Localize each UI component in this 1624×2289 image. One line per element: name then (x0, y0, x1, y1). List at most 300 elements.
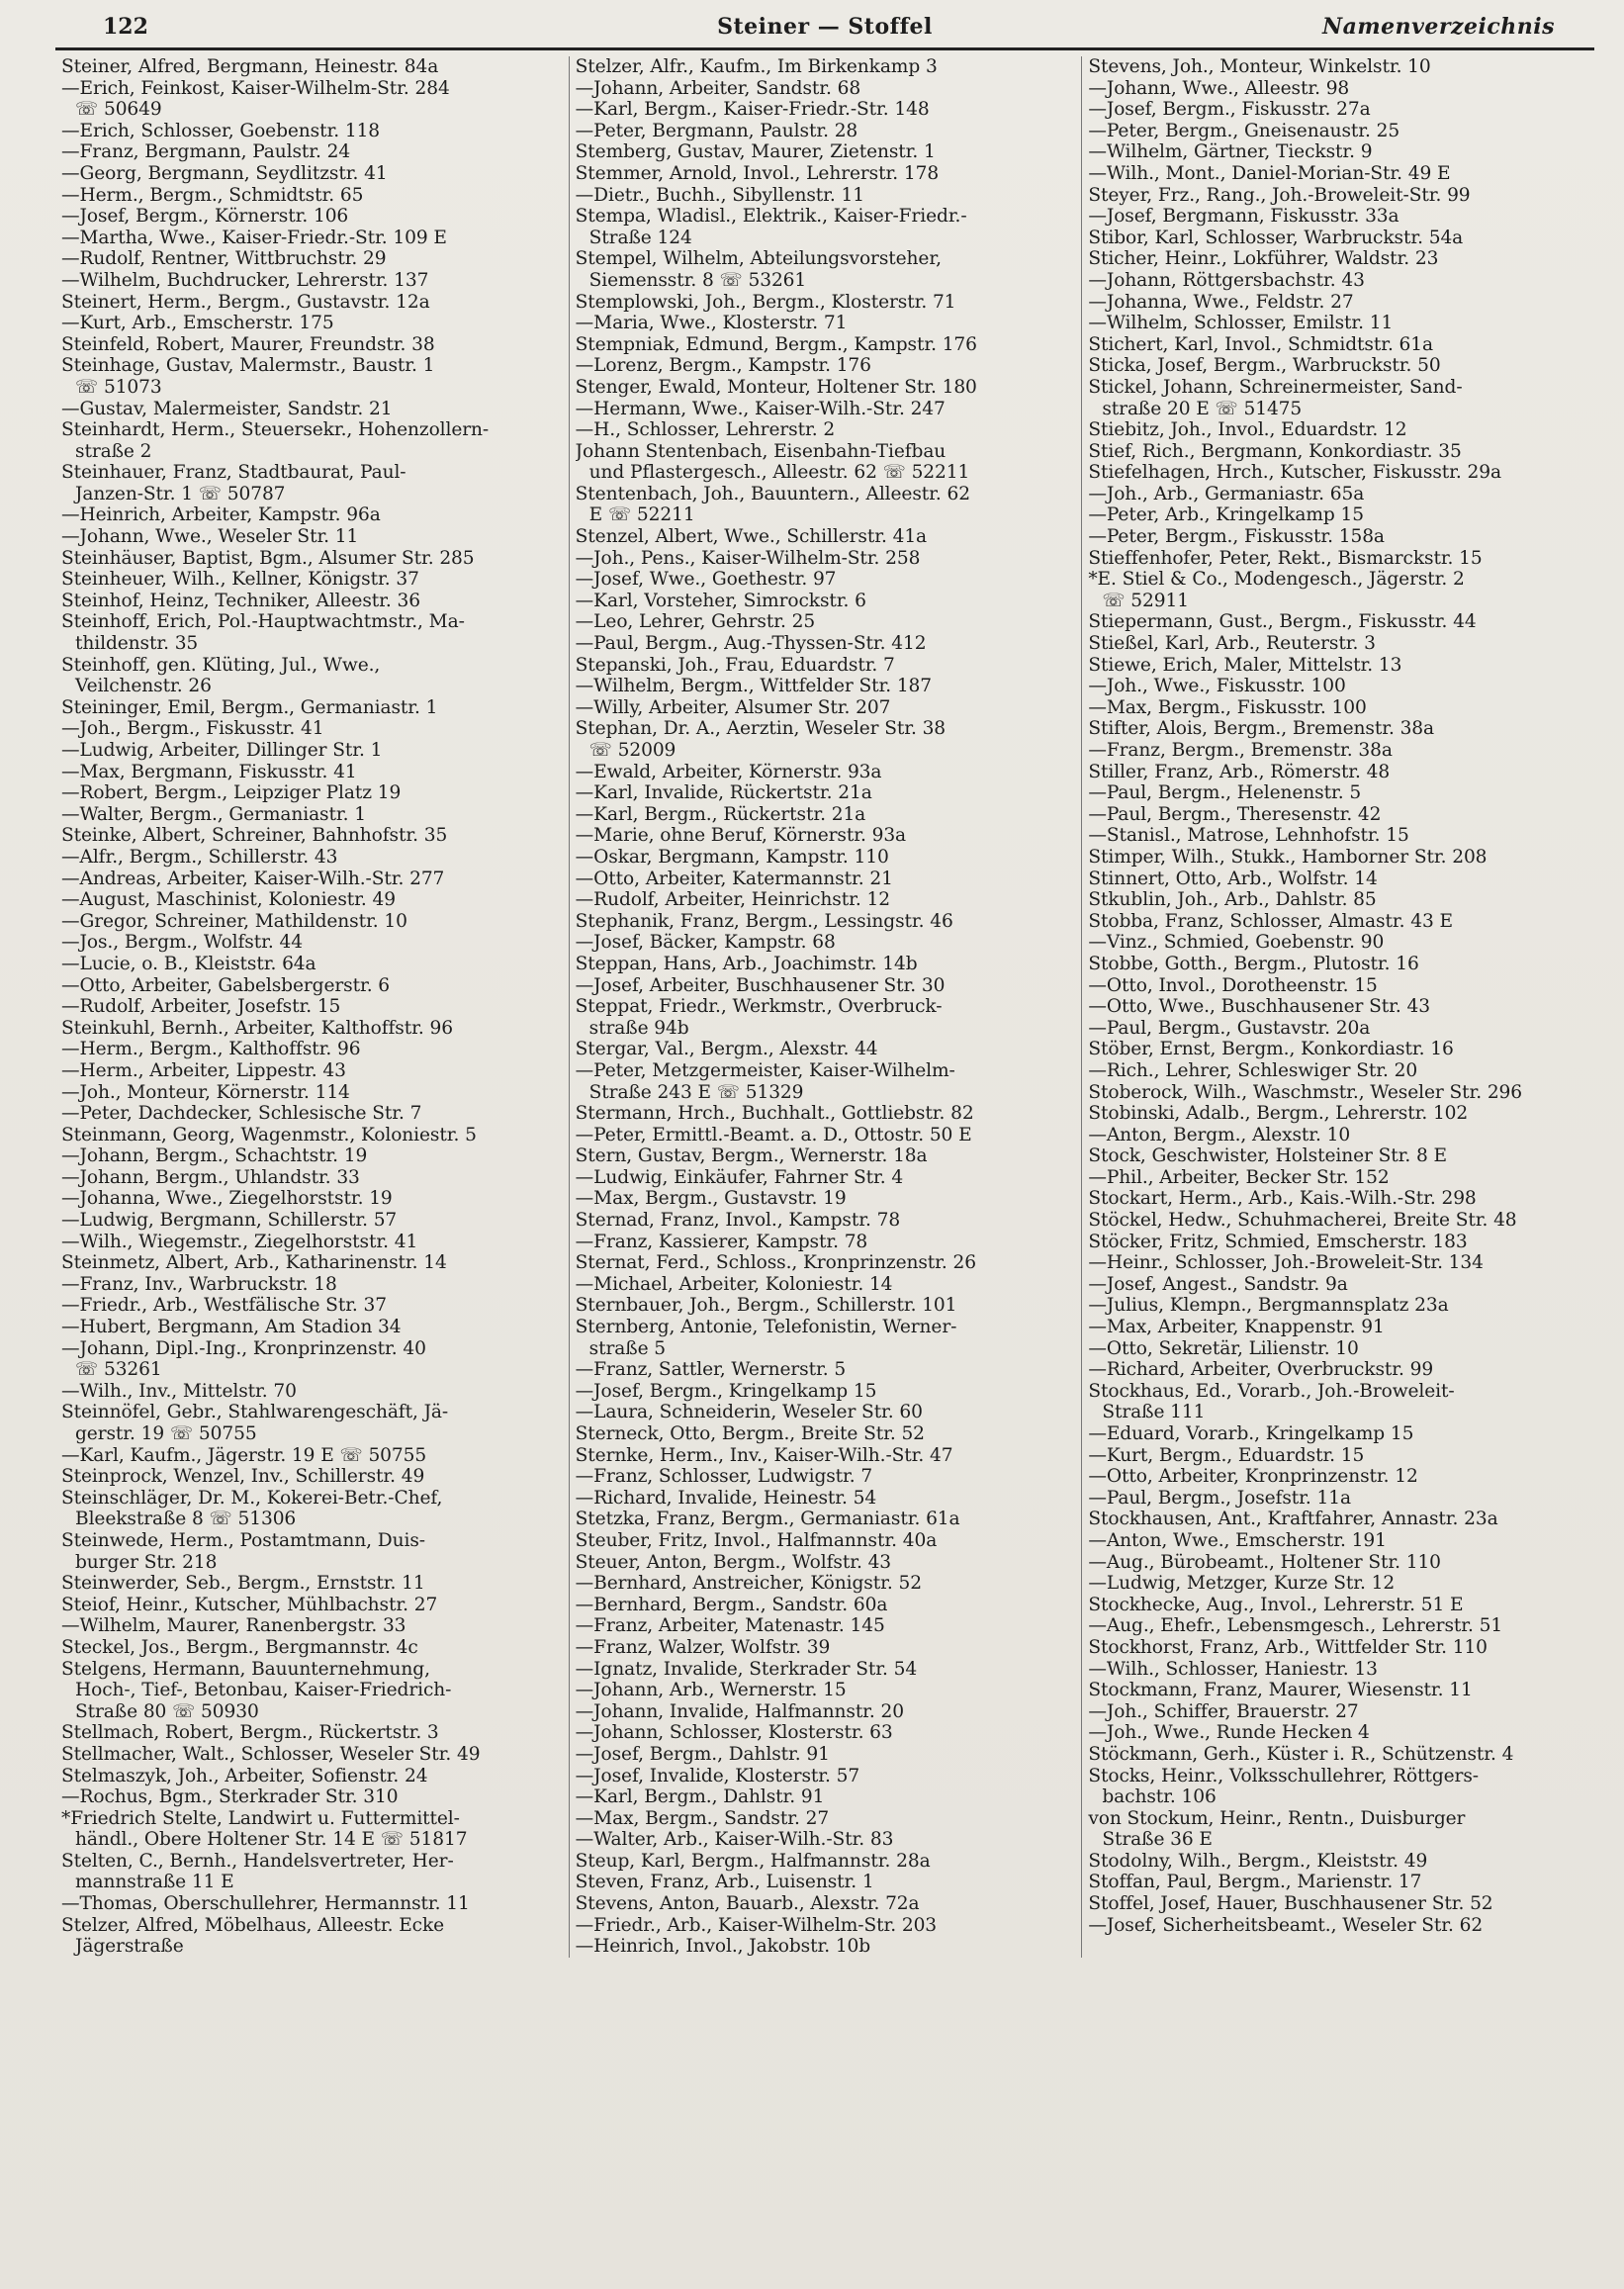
entry-line: —Erich, Feinkost, Kaiser-Wilhelm-Str. 284 (61, 77, 450, 99)
directory-entry (576, 206, 1076, 248)
directory-entry (1088, 334, 1588, 356)
directory-entry (1088, 1808, 1588, 1851)
entry-line: —Peter, Bergmann, Paulstr. 28 (575, 120, 858, 141)
entry-line: Stiepermann, Gust., Bergm., Fiskusstr. 44 (1088, 611, 1477, 633)
entry-line: Stelzer, Alfred, Möbelhaus, Alleestr. Ecke (61, 1914, 445, 1936)
entry-line: Steuber, Fritz, Invol., Halfmannstr. 40a (575, 1529, 938, 1551)
directory-entry (61, 1295, 563, 1317)
directory-entry (576, 633, 1076, 655)
directory-entry (576, 911, 1076, 933)
directory-entry (1088, 1103, 1588, 1125)
entry-line: Steininger, Emil, Bergm., Germaniastr. 1 (61, 696, 438, 718)
directory-entry (576, 1552, 1076, 1574)
entry-line: —Heinrich, Invol., Jakobstr. 10b (575, 1936, 871, 1958)
directory-entry (1088, 1274, 1588, 1296)
directory-entry (576, 1039, 1076, 1060)
entry-line: —Johanna, Wwe., Feldstr. 27 (1088, 291, 1354, 313)
directory-entry (61, 399, 563, 420)
directory-entry (61, 334, 563, 356)
directory-entry (61, 1125, 563, 1146)
entry-line: —Kurt, Arb., Emscherstr. 175 (61, 313, 334, 334)
directory-entry (576, 975, 1076, 997)
entry-line: —Karl, Bergm., Dahlstr. 91 (575, 1786, 825, 1808)
directory-entry (576, 1381, 1076, 1403)
entry-line: —Johann, Invalide, Halfmannstr. 20 (575, 1700, 905, 1722)
entry-continuation: mannstraße 11 E (75, 1872, 234, 1893)
directory-entry (61, 1145, 563, 1167)
directory-entry (576, 1402, 1076, 1423)
directory-entry (576, 1488, 1076, 1510)
entry-line: —Johann, Bergm., Schachtstr. 19 (61, 1145, 368, 1167)
directory-entry (576, 996, 1076, 1039)
directory-entry (576, 1359, 1076, 1381)
directory-entry (61, 163, 563, 185)
directory-entry (576, 548, 1076, 570)
entry-line: —Ludwig, Einkäufer, Fahrner Str. 4 (575, 1166, 904, 1188)
directory-entry (576, 419, 1076, 441)
entry-line: —Eduard, Vorarb., Kringelkamp 15 (1088, 1423, 1414, 1444)
directory-entry (1088, 825, 1588, 847)
entry-line: —Phil., Arbeiter, Becker Str. 152 (1088, 1166, 1390, 1188)
entry-line: —Robert, Bergm., Leipziger Platz 19 (61, 782, 402, 804)
entry-line: —Otto, Arbeiter, Gabelsbergerstr. 6 (61, 974, 391, 996)
directory-entry (61, 1188, 563, 1210)
directory-entry (1088, 804, 1588, 826)
directory-entry (61, 1744, 563, 1766)
entry-line: Stockhausen, Ant., Kraftfahrer, Annastr. 23a (1088, 1509, 1498, 1530)
entry-line: —Bernhard, Anstreicher, Königstr. 52 (575, 1573, 922, 1595)
directory-entry (576, 1701, 1076, 1723)
directory-entry (576, 248, 1076, 291)
entry-line: —Herm., Bergm., Schmidtstr. 65 (61, 184, 364, 206)
directory-entry (61, 782, 563, 804)
entry-line: —Rich., Lehrer, Schleswiger Str. 20 (1088, 1059, 1418, 1081)
entry-line: Stephanik, Franz, Bergm., Lessingstr. 46 (575, 910, 953, 932)
directory-entry (61, 889, 563, 911)
entry-line: —Rudolf, Arbeiter, Heinrichstr. 12 (575, 889, 890, 911)
directory-entry (61, 1445, 563, 1467)
directory-entry (61, 1615, 563, 1637)
directory-entry (576, 1808, 1076, 1830)
entry-line: —Richard, Invalide, Heinestr. 54 (575, 1487, 877, 1509)
entry-line: —Herm., Bergm., Kalthoffstr. 96 (61, 1039, 361, 1060)
directory-entry (1088, 869, 1588, 890)
directory-entry (576, 399, 1076, 420)
entry-line: Stießel, Karl, Arb., Reuterstr. 3 (1088, 633, 1376, 655)
entry-line: Stern, Gustav, Bergm., Wernerstr. 18a (575, 1145, 928, 1167)
directory-entry (61, 1595, 563, 1616)
entry-line: Stobbe, Gotth., Bergm., Plutostr. 16 (1088, 953, 1419, 974)
entry-line: —Franz, Sattler, Wernerstr. 5 (575, 1359, 847, 1381)
directory-entry (1088, 1701, 1588, 1723)
entry-line: —Josef, Bergmann, Fiskusstr. 33a (1088, 206, 1399, 228)
directory-entry (61, 1039, 563, 1060)
directory-entry (576, 1595, 1076, 1616)
directory-entry (576, 1936, 1076, 1958)
entry-line: Stiefelhagen, Hrch., Kutscher, Fiskusstr. 29a (1088, 462, 1501, 484)
entry-line: —Franz, Bergmann, Paulstr. 24 (61, 141, 351, 163)
entry-continuation: ☏ 50649 (75, 99, 162, 121)
entry-line: —Karl, Bergm., Kaiser-Friedr.-Str. 148 (575, 99, 930, 121)
entry-line: —Max, Bergmann, Fiskusstr. 41 (61, 761, 357, 782)
entry-line: —Paul, Bergm., Aug.-Thyssen-Str. 412 (575, 633, 927, 655)
directory-entry (576, 1466, 1076, 1488)
entry-line: —Johann, Dipl.-Ing., Kronprinzenstr. 40 (61, 1337, 426, 1359)
directory-entry (576, 484, 1076, 526)
entry-line: Stiller, Franz, Arb., Römerstr. 48 (1088, 761, 1391, 782)
entry-line: Stöckel, Hedw., Schuhmacherei, Breite Str. 48 (1088, 1210, 1517, 1232)
directory-entry (61, 1659, 563, 1723)
directory-entry (1088, 1851, 1588, 1873)
directory-entry (1088, 1766, 1588, 1808)
directory-entry (61, 996, 563, 1018)
entry-line: —Alfr., Bergm., Schillerstr. 43 (61, 846, 338, 868)
directory-entry (61, 78, 563, 121)
entry-line: Stöckmann, Gerh., Küster i. R., Schützenstr. 4 (1088, 1743, 1514, 1765)
entry-line: —Walter, Bergm., Germaniastr. 1 (61, 803, 366, 825)
directory-entry (1088, 1722, 1588, 1744)
directory-entry (576, 1659, 1076, 1681)
entry-line: —Ewald, Arbeiter, Körnerstr. 93a (575, 761, 882, 782)
entry-line: Steinnöfel, Gebr., Stahlwarengeschäft, Jä- (61, 1402, 449, 1423)
entry-line: Stelgens, Hermann, Bauunternehmung, (61, 1658, 430, 1680)
directory-entry (61, 1637, 563, 1659)
entry-line: —Josef, Bäcker, Kampstr. 68 (575, 932, 836, 954)
entry-line: —Paul, Bergm., Josefstr. 11a (1088, 1487, 1351, 1509)
entry-continuation: Straße 124 (588, 227, 692, 248)
directory-entry (61, 1167, 563, 1189)
directory-entry (1088, 1018, 1588, 1040)
directory-entry (61, 869, 563, 890)
directory-entry (1088, 78, 1588, 100)
entry-line: Johann Stentenbach, Eisenbahn-Tiefbau (575, 440, 947, 462)
entry-line: —Josef, Angest., Sandstr. 9a (1088, 1273, 1348, 1295)
directory-entry (61, 611, 563, 654)
entry-line: —Johann, Bergm., Uhlandstr. 33 (61, 1166, 360, 1188)
entry-line: —Otto, Sekretär, Lilienstr. 10 (1088, 1337, 1359, 1359)
directory-entry (1088, 228, 1588, 249)
entry-line: —Kurt, Bergm., Eduardstr. 15 (1088, 1444, 1365, 1466)
directory-entry (576, 1615, 1076, 1637)
entry-line: Stockhaus, Ed., Vorarb., Joh.-Broweleit- (1088, 1380, 1455, 1402)
directory-entry (576, 1573, 1076, 1595)
entry-line: —Peter, Bergm., Gneisenaustr. 25 (1088, 120, 1400, 141)
entry-line: Stichert, Karl, Invol., Schmidtstr. 61a (1088, 333, 1434, 355)
entry-line: —Thomas, Oberschullehrer, Hermannstr. 11 (61, 1893, 470, 1915)
entry-line: Steinwede, Herm., Postamtmann, Duis- (61, 1529, 425, 1551)
directory-entry (61, 121, 563, 142)
entry-line: Steiner, Alfred, Bergmann, Heinestr. 84a (61, 56, 439, 77)
directory-entry (61, 1252, 563, 1274)
directory-entry (61, 825, 563, 847)
directory-entry (576, 1872, 1076, 1893)
directory-entry (576, 1295, 1076, 1317)
directory-entry (61, 56, 563, 78)
directory-entry (1088, 1466, 1588, 1488)
entry-continuation: Straße 111 (1102, 1402, 1206, 1423)
directory-entry (1088, 1615, 1588, 1637)
entry-line: —Anton, Wwe., Emscherstr. 191 (1088, 1529, 1387, 1551)
entry-line: Stevens, Anton, Bauarb., Alexstr. 72a (575, 1893, 920, 1915)
entry-continuation: straße 2 (75, 440, 152, 462)
entry-line: —Josef, Bergm., Körnerstr. 106 (61, 206, 349, 228)
directory-entry (1088, 141, 1588, 163)
entry-line: Stelten, C., Bernh., Handelsvertreter, Her- (61, 1850, 454, 1872)
directory-entry (61, 1232, 563, 1253)
directory-entry (61, 975, 563, 997)
entry-line: —Johann, Arb., Wernerstr. 15 (575, 1680, 847, 1701)
directory-entry (1088, 313, 1588, 334)
entry-line: —Bernhard, Bergm., Sandstr. 60a (575, 1594, 888, 1615)
entry-line: —Dietr., Buchh., Sibyllenstr. 11 (575, 184, 865, 206)
directory-entry (576, 441, 1076, 484)
directory-entry (576, 611, 1076, 633)
entry-line: Stöber, Ernst, Bergm., Konkordiastr. 16 (1088, 1039, 1454, 1060)
entry-line: —Ignatz, Invalide, Sterkrader Str. 54 (575, 1658, 918, 1680)
entry-line: Stobba, Franz, Schlosser, Almastr. 43 E (1088, 910, 1453, 932)
directory-entry (1088, 569, 1588, 611)
directory-entry (61, 548, 563, 570)
page-title: Steiner — Stoffel (717, 14, 933, 40)
entry-line: —August, Maschinist, Koloniestr. 49 (61, 889, 396, 911)
directory-entry (61, 1317, 563, 1338)
entry-line: —Joh., Monteur, Körnerstr. 114 (61, 1081, 350, 1103)
entry-line: Steinhauer, Franz, Stadtbaurat, Paul- (61, 462, 406, 484)
directory-entry (1088, 1744, 1588, 1766)
directory-entry (576, 1274, 1076, 1296)
directory-entry (61, 1060, 563, 1082)
entry-line: Stockhecke, Aug., Invol., Lehrerstr. 51 E (1088, 1594, 1464, 1615)
directory-entry (61, 1722, 563, 1744)
entry-line: —Julius, Klempn., Bergmannsplatz 23a (1088, 1295, 1449, 1317)
directory-entry (576, 78, 1076, 100)
entry-line: Stock, Geschwister, Holsteiner Str. 8 E (1088, 1145, 1447, 1167)
entry-continuation: ☏ 52911 (1102, 590, 1189, 611)
directory-entry (1088, 1060, 1588, 1082)
entry-continuation: Jägerstraße (75, 1936, 184, 1958)
directory-entry (61, 718, 563, 740)
directory-entry (1088, 419, 1588, 441)
entry-line: Stemplowski, Joh., Bergm., Klosterstr. 71 (575, 291, 956, 313)
entry-line: Stelmaszyk, Joh., Arbeiter, Sofienstr. 24 (61, 1765, 428, 1786)
entry-line: —Ludwig, Metzger, Kurze Str. 12 (1088, 1573, 1396, 1595)
entry-line: Sticher, Heinr., Lokführer, Waldstr. 23 (1088, 248, 1439, 270)
directory-entry (61, 1766, 563, 1787)
directory-entry (1088, 740, 1588, 762)
directory-entry (61, 954, 563, 975)
directory-entry (61, 355, 563, 398)
directory-entry (1088, 1359, 1588, 1381)
directory-entry (1088, 56, 1588, 78)
directory-entry (61, 591, 563, 612)
entry-line: —Wilhelm, Maurer, Ranenbergstr. 33 (61, 1615, 406, 1637)
entry-line: —Johann, Wwe., Weseler Str. 11 (61, 526, 359, 548)
directory-entry (1088, 206, 1588, 228)
directory-entry (61, 270, 563, 292)
entry-line: —Otto, Invol., Dorotheenstr. 15 (1088, 974, 1378, 996)
entry-line: —Peter, Ermittl.-Beamt. a. D., Ottostr. 50 E (575, 1124, 972, 1145)
directory-entry (1088, 1145, 1588, 1167)
entry-line: Steckel, Jos., Bergm., Bergmannstr. 4c (61, 1636, 418, 1658)
directory-entry (1088, 526, 1588, 548)
entry-line: —Richard, Arbeiter, Overbruckstr. 99 (1088, 1359, 1434, 1381)
directory-entry (576, 1893, 1076, 1915)
entry-continuation: thildenstr. 35 (75, 633, 199, 655)
entry-line: —Wilhelm, Schlosser, Emilstr. 11 (1088, 313, 1394, 334)
directory-entry (1088, 504, 1588, 526)
directory-entry (576, 569, 1076, 591)
directory-entry (1088, 99, 1588, 121)
entry-line: Steiof, Heinr., Kutscher, Mühlbachstr. 27 (61, 1594, 438, 1615)
entry-line: Steinheuer, Wilh., Kellner, Königstr. 37 (61, 569, 419, 591)
directory-entry (576, 782, 1076, 804)
entry-line: —Otto, Arbeiter, Kronprinzenstr. 12 (1088, 1466, 1418, 1488)
directory-entry (1088, 633, 1588, 655)
directory-entry (1088, 1488, 1588, 1510)
entry-line: —Joh., Arb., Germaniastr. 65a (1088, 483, 1365, 504)
entry-line: —Stanisl., Matrose, Lehnhofstr. 15 (1088, 825, 1409, 847)
entry-line: —Franz, Arbeiter, Matenastr. 145 (575, 1615, 885, 1637)
directory-entry (1088, 697, 1588, 719)
directory-entry (61, 655, 563, 697)
entry-line: —Wilh., Mont., Daniel-Morian-Str. 49 E (1088, 162, 1451, 184)
entry-line: —Rochus, Bgm., Sterkrader Str. 310 (61, 1786, 399, 1808)
entry-line: —Paul, Bergm., Helenenstr. 5 (1088, 782, 1362, 804)
entry-line: Stickel, Johann, Schreinermeister, Sand- (1088, 376, 1463, 398)
entry-line: Stodolny, Wilh., Bergm., Kleiststr. 49 (1088, 1850, 1428, 1872)
directory-entry (576, 377, 1076, 399)
directory-entry (61, 1402, 563, 1444)
directory-entry (61, 1488, 563, 1530)
entry-continuation: straße 94b (588, 1017, 689, 1039)
directory-entry (1088, 1082, 1588, 1104)
directory-entry (576, 1317, 1076, 1359)
entry-line: —Josef, Sicherheitsbeamt., Weseler Str. 62 (1088, 1914, 1484, 1936)
directory-entry (61, 1573, 563, 1595)
directory-entry (61, 292, 563, 314)
directory-entry (576, 99, 1076, 121)
entry-continuation: Straße 80 ☏ 50930 (75, 1700, 259, 1722)
entry-line: Sternbauer, Joh., Bergm., Schillerstr. 101 (575, 1295, 957, 1317)
directory-entry (1088, 441, 1588, 463)
entry-line: —Peter, Bergm., Fiskusstr. 158a (1088, 526, 1385, 548)
entry-line: —Aug., Ehefr., Lebensmgesch., Lehrerstr. 51 (1088, 1615, 1503, 1637)
directory-entry (576, 718, 1076, 761)
entry-line: —Wilh., Inv., Mittelstr. 70 (61, 1380, 297, 1402)
directory-entry (576, 1210, 1076, 1232)
directory-entry (1088, 185, 1588, 207)
entry-continuation: bachstr. 106 (1102, 1786, 1217, 1808)
entry-line: —Josef, Wwe., Goethestr. 97 (575, 569, 837, 591)
entry-line: —Wilhelm, Bergm., Wittfelder Str. 187 (575, 676, 933, 697)
entry-line: —Rudolf, Arbeiter, Josefstr. 15 (61, 996, 341, 1018)
entry-line: —H., Schlosser, Lehrerstr. 2 (575, 419, 836, 441)
entry-line: Steinert, Herm., Bergm., Gustavstr. 12a (61, 291, 430, 313)
directory-entry (576, 1530, 1076, 1552)
directory-entry (576, 1680, 1076, 1701)
directory-entry (61, 1381, 563, 1403)
entry-line: —Michael, Arbeiter, Koloniestr. 14 (575, 1273, 893, 1295)
entry-line: Steinfeld, Robert, Maurer, Freundstr. 38 (61, 333, 435, 355)
directory-entry (61, 1893, 563, 1915)
directory-entry (1088, 611, 1588, 633)
entry-line: —Peter, Arb., Kringelkamp 15 (1088, 504, 1364, 526)
directory-entry (1088, 1381, 1588, 1423)
entry-line: Stelzer, Alfr., Kaufm., Im Birkenkamp 3 (575, 56, 938, 77)
entry-line: Stemmer, Arnold, Invol., Lehrerstr. 178 (575, 162, 940, 184)
directory-entry (61, 740, 563, 762)
directory-entry (1088, 462, 1588, 484)
entry-line: —Franz, Kassierer, Kampstr. 78 (575, 1231, 868, 1252)
directory-entry (576, 1060, 1076, 1103)
directory-entry (576, 1786, 1076, 1808)
entry-line: —Max, Bergm., Sandstr. 27 (575, 1807, 830, 1829)
directory-entry (1088, 932, 1588, 954)
entry-line: —Ludwig, Bergmann, Schillerstr. 57 (61, 1210, 398, 1232)
directory-entry (61, 1915, 563, 1958)
entry-line: Stocks, Heinr., Volksschullehrer, Röttgers- (1088, 1765, 1479, 1786)
entry-line: —Marie, ohne Beruf, Körnerstr. 93a (575, 825, 907, 847)
directory-entry (61, 1103, 563, 1125)
entry-continuation: Bleekstraße 8 ☏ 51306 (75, 1509, 297, 1530)
directory-entry (1088, 847, 1588, 869)
directory-entry (1088, 548, 1588, 570)
entry-line: *Friedrich Stelte, Landwirt u. Futtermittel- (61, 1807, 460, 1829)
directory-entry (61, 1018, 563, 1040)
directory-entry (61, 206, 563, 228)
entry-line: —Franz, Walzer, Wolfstr. 39 (575, 1636, 831, 1658)
directory-entry (576, 1445, 1076, 1467)
entry-line: —Joh., Schiffer, Brauerstr. 27 (1088, 1700, 1359, 1722)
directory-entry (61, 504, 563, 526)
entry-continuation: Straße 36 E (1102, 1829, 1213, 1851)
entry-line: —Lorenz, Bergm., Kampstr. 176 (575, 355, 871, 377)
entry-continuation: Straße 243 E ☏ 51329 (588, 1081, 804, 1103)
directory-entry (1088, 292, 1588, 314)
entry-line: —Otto, Wwe., Buschhausener Str. 43 (1088, 996, 1430, 1018)
directory-entry (61, 141, 563, 163)
entry-line: —Heinr., Schlosser, Joh.-Broweleit-Str. 134 (1088, 1252, 1484, 1274)
directory-entry (576, 1637, 1076, 1659)
entry-line: —Paul, Bergm., Gustavstr. 20a (1088, 1017, 1371, 1039)
section-title: Namenverzeichnis (1322, 14, 1555, 40)
directory-entry (576, 355, 1076, 377)
directory-entry (576, 762, 1076, 783)
directory-entry (1088, 163, 1588, 185)
directory-entry (576, 889, 1076, 911)
directory-entry (1088, 121, 1588, 142)
entry-line: —Joh., Bergm., Fiskusstr. 41 (61, 718, 324, 740)
directory-entry (1088, 1125, 1588, 1146)
entry-line: Steinhoff, Erich, Pol.-Hauptwachtmstr., Ma- (61, 611, 465, 633)
directory-entry (61, 697, 563, 719)
entry-line: Stinnert, Otto, Arb., Wolfstr. 14 (1088, 868, 1378, 889)
entry-line: —Joh., Pens., Kaiser-Wilhelm-Str. 258 (575, 547, 921, 569)
directory-entry (576, 56, 1076, 78)
page-header (55, 8, 1594, 50)
entry-line: Steinmann, Georg, Wagenmstr., Koloniestr. 5 (61, 1124, 477, 1145)
entry-line: Sterneck, Otto, Bergm., Breite Str. 52 (575, 1423, 925, 1444)
directory-entry (1088, 355, 1588, 377)
directory-entry (1088, 762, 1588, 783)
directory-entry (1088, 996, 1588, 1018)
entry-line: Steppat, Friedr., Werkmstr., Overbruck- (575, 996, 943, 1018)
entry-continuation: E ☏ 52211 (588, 504, 695, 526)
directory-entry (61, 1210, 563, 1232)
entry-line: Stkublin, Joh., Arb., Dahlstr. 85 (1088, 889, 1377, 911)
entry-line: Steyer, Frz., Rang., Joh.-Broweleit-Str. 99 (1088, 184, 1471, 206)
directory-entry (1088, 484, 1588, 505)
